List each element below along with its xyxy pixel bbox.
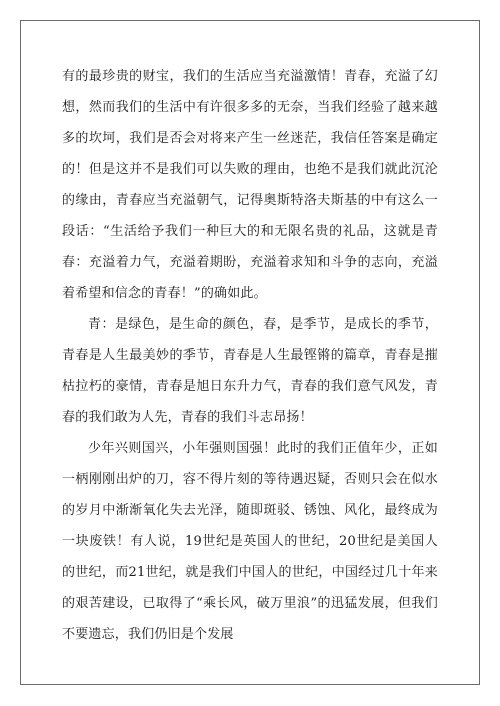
paragraph-1: 有的最珍贵的财宝，我们的生活应当充溢激情！青春，充溢了幻想，然而我们的生活中有许很多多的无奈，当我们经验了越来越多的坎坷，我们是否会对将来产生一丝迷茫，我信任答案是确定的！但是这并不是我们可以失败的理由，也绝不是我们就此沉沦的缘由，青春应当充溢朝气，记得奥斯特洛夫斯基的中有这么一段话：“生活给予我们一种巨大的和无限名贵的礼品，这就是青春：充溢着力气，充溢着期盼，充溢着求知和斗争的志向，充溢着希望和信念的青春！”的确如此。: [62, 69, 438, 301]
paragraph-2: 青：是绿色，是生命的颜色，春，是季节，是成长的季节，青春是人生最美妙的季节，青春是人生最铿锵的篇章，青春是摧枯拉朽的豪情，青春是旭日东升力气，青春的我们意气风发，青春的我们敢为人先，青春的我们斗志昂扬！: [62, 317, 438, 425]
paragraph-3: 少年兴则国兴，小年强则国强！此时的我们正值年少，正如一柄刚刚出炉的刀，容不得片刻的等待遇迟疑，否则只会在似水的岁月中渐渐氧化失去光泽，随即斑驳、锈蚀、风化，最终成为一块废铁！有人说，19世纪是英国人的世纪，20世纪是美国人的世纪，而21世纪，就是我们中国人的世纪，中国经过几十年来的艰苦建设，已取得了“乘长风，破万里浪”的迅猛发展，但我们不要遗忘，我们仍旧是个发展: [62, 441, 438, 642]
document-body: [62, 61, 438, 650]
